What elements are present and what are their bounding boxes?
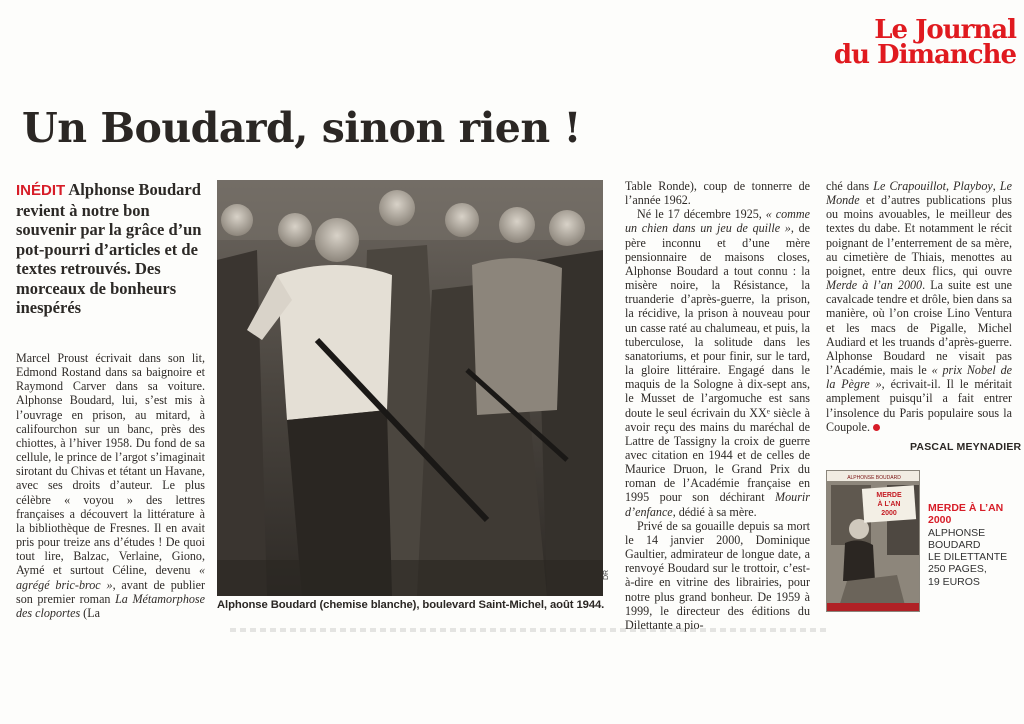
article-headline: Un Boudard, sinon rien ! [22,104,581,152]
photo-illustration [217,180,603,596]
cover-author: ALPHONSE BOUDARD [847,475,901,481]
publication-emphasis: Le Monde [826,179,1012,208]
book-title-emphasis: Merde à l’an 2000 [826,278,923,293]
text-run: , [945,179,954,193]
article-column-1 [16,351,205,620]
article-column-2 [625,179,810,632]
kicker-label: INÉDIT [16,182,66,199]
standfirst-text: Alphonse Boudard revient à notre bon souvenir par la grâce d’un pot-pourri d’articles et de textes retrouvés. Des morceaux de bonheurs inespérés [16,180,202,317]
book-title-emphasis: La Métamorphose des cloportes [16,591,205,620]
text-run: , dédié à sa mère. [672,504,757,519]
archive-photo [217,180,603,596]
author-byline: PASCAL MEYNADIER [910,441,1022,453]
text-run: , de père inconnu et d’une mère pensionnaire de maisons closes, Alphonse Boudard a tout connu : la misère noire, la Résistance, la truanderie d’après-guerre, la prison, la récidive, la prison à nouveau pour un casse raté au chalumeau, et puis, la tuberculose, la solitude dans les sanatoriums, et pour finir, sur le tard, la gloire littéraire. Engagé dans le maquis de la Sologne à dix-sept ans, le Musset de l’argomuche est sans doute le seul écrivain du XXᵉ siècle à avoir reçu des mains du maréchal de Lattre de Tassigny la croix de guerre avec citation en 1944 et de celles de Maurice Druon, le Grand Prix du roman de l’Académie française en 1995 pour son déchirant [625,221,810,505]
book-title-emphasis: Mourir d’enfance [625,490,810,519]
book-title: MERDE À L’AN 2000 [928,502,1004,527]
text-run: , [992,179,1000,193]
scan-artifact [230,628,830,632]
cover-sticker-line: MERDE [876,492,902,499]
article-standfirst [16,180,206,318]
book-publisher: LE DILETTANTE [928,551,1008,564]
book-cover-art [827,471,920,612]
cover-sticker-line: 2000 [881,510,897,517]
publication-emphasis: Playboy [953,179,993,193]
column-2-paragraph: Table Ronde), coup de tonnerre de l’année 1962. [625,179,810,208]
column-2-paragraph [625,207,810,518]
text-run: et d’autres publications plus ou moins avouables, le meilleur des textes du dabe. Et notamment le récit poignant de l’enterrement de sa mère, au cimetière de Thiais, menottes au poignet, entre deux flics, qui ouvre [826,193,1012,278]
book-author: ALPHONSE BOUDARD [928,526,986,551]
text-run: , écrivait-il. Il le méritait amplement puisqu’il a fait entrer l’insolence du Paris populaire sous la Coupole. [826,377,1013,434]
publication-emphasis: Le Crapouillot [873,179,946,193]
text-run: Marcel Proust écrivait dans son lit, Edmond Rostand dans sa baignoire et Raymond Carver dans sa voiture. Alphonse Boudard, lui, s’est mis à l’ouvrage en prison, au mitard, à califourchon sur un banc, près des chiottes, à l’hiver 1958. Du fond de sa cellule, le prince de l’argot s’imaginait sirotant du Chivas et tétant un Havane, avec ses droits d’auteur. Le plus célèbre « voyou » des lettres françaises a découvert la littérature à la bibliothèque de Fresnes. Il en avait pris pour treize ans d’études ! De quoi tout lire, Balzac, Verlaine, Giono, Aymé et surtout Céline, devenu [16,351,205,578]
logo-line-1: Le Journal [874,15,1016,45]
column-1-paragraph [16,351,205,620]
quote-emphasis: « prix Nobel de la Pègre » [826,363,1012,392]
photo-credit: DR [603,569,610,580]
book-cover [826,470,920,612]
text-run: Né le 17 décembre 1925, [637,207,766,222]
article-column-3 [826,179,1012,434]
column-2-paragraph: Privé de sa gouaille depuis sa mort le 14 janvier 2000, Dominique Gaultier, admirateur de longue date, a renvoyé Boudard sur le trottoir, c’est-à-dire en vitrine des librairies, pour notre plus grand bonheur. De 1959 à 1999, le directeur des éditions du Dilettante a pio- [625,518,810,632]
end-of-article-bullet [873,424,880,431]
quote-emphasis: « agrégé bric-broc » [16,563,205,592]
quote-emphasis: « comme un chien dans un jeu de quille » [625,207,810,236]
text-run: . La suite est une cavalcade tendre et drôle, bien dans sa manière, où l’on croise Lino Ventura et les macs de Pigalle, Michel Audiard et les truands d’après-guerre. Alphonse Boudard ne visait pas l’Académie, mais le [826,278,1012,378]
book-pages: 250 PAGES, [928,563,987,576]
cover-sticker-line: À L’AN [877,501,901,508]
book-info [928,502,1018,588]
column-3-paragraph [826,179,1012,434]
photo-caption: Alphonse Boudard (chemise blanche), boulevard Saint-Michel, août 1944. [217,599,605,611]
text-run: , avant de publier son premier roman [16,577,205,606]
text-run: (La [80,605,100,620]
text-run: ché dans [826,179,874,193]
logo-line-2: du Dimanche [833,40,1016,70]
book-price: 19 EUROS [928,575,980,588]
newspaper-logo [833,15,1016,70]
